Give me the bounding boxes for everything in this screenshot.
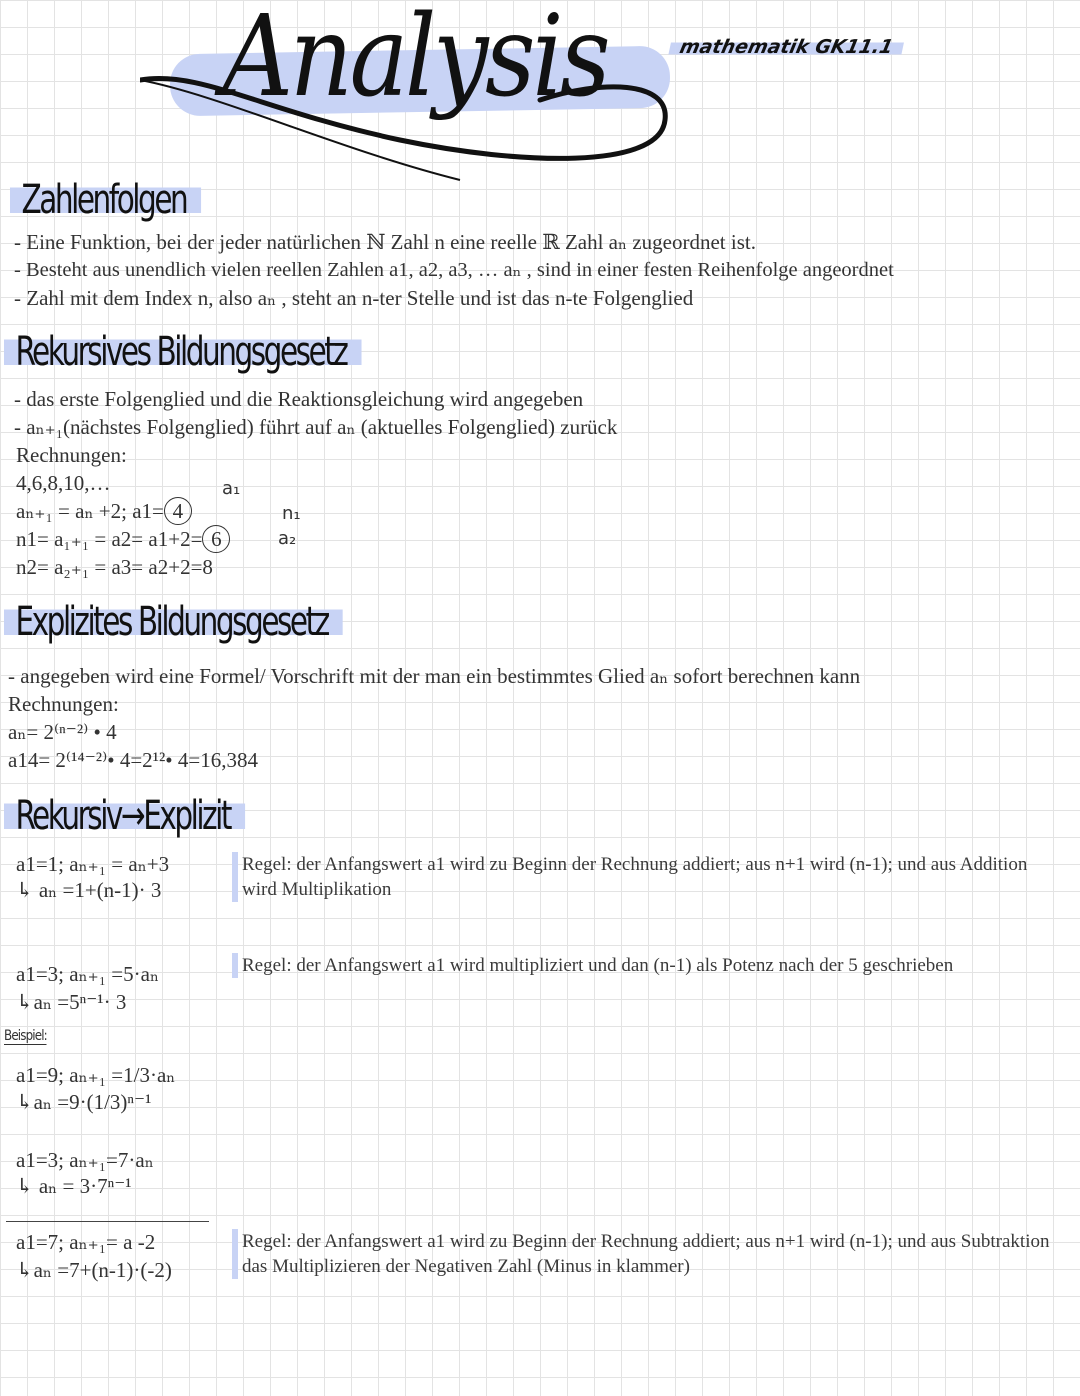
rekursiv-calc-3-text: n1= a₁₊₁ = a2= a1+2= [16, 527, 203, 551]
heading-rekursiv: Rekursives Bildungsgesetz [4, 330, 361, 374]
zahlenfolgen-line-3: - Zahl mit dem Index n, also aₙ , steht an n-ter Stelle und ist das n-te Folgenglied [14, 286, 694, 310]
zahlenfolgen-line-1: - Eine Funktion, bei der jeder natürlichen ℕ Zahl n eine reelle ℝ Zahl aₙ zugeordnet ist. [14, 230, 756, 254]
page-title: Analysis [222, 0, 608, 122]
last-line1: a1=7; aₙ₊₁= a -2 [16, 1230, 156, 1254]
block1-line2: ↳ aₙ =1+(n-1)· 3 [16, 878, 162, 902]
heading-zahlenfolgen: Zahlenfolgen [10, 178, 201, 222]
last-rule: Regel: der Anfangswert a1 wird zu Beginn der Rechnung addiert; aus n+1 wird (n-1); und aus Subtraktion das Multiplizieren der Negativen Zahl (Minus in klammer) [232, 1229, 1052, 1279]
heading-explizit: Explizites Bildungsgesetz [4, 600, 343, 644]
zahlenfolgen-line-2: - Besteht aus unendlich vielen reellen Zahlen a1, a2, a3, … aₙ , sind in einer festen Reihenfolge angeordnet [14, 259, 894, 281]
explizit-example: a14= 2⁽¹⁴⁻²⁾• 4=2¹²• 4=16,384 [8, 748, 258, 772]
last-line2: ↳aₙ =7+(n-1)·(-2) [16, 1258, 172, 1282]
rekursiv-calc-4: n2= a₂₊₁ = a3= a2+2=8 [16, 555, 213, 579]
example2-line1: a1=3; aₙ₊₁=7·aₙ [16, 1148, 154, 1172]
block2-rule: Regel: der Anfangswert a1 wird multipliziert und dan (n-1) als Potenz nach der 5 geschrieben [232, 953, 962, 978]
circle-4: 4 [164, 497, 192, 525]
rekursiv-calc-1: 4,6,8,10,… [16, 471, 111, 495]
beispiel-label: Beispiel: [4, 1028, 47, 1044]
rekursiv-line-2: - aₙ₊₁(nächstes Folgenglied) führt auf aₙ (aktuelles Folgenglied) zurück [14, 415, 618, 439]
annot-a2: a₂ [278, 528, 297, 549]
divider [6, 1221, 209, 1222]
heading-rekursiv-explizit: Rekursiv→Explizit [4, 794, 245, 838]
block1-line1: a1=1; aₙ₊₁ = aₙ+3 [16, 852, 170, 876]
block2-line2: ↳aₙ =5ⁿ⁻¹· 3 [16, 990, 127, 1014]
rekursiv-calc-2 [16, 497, 192, 525]
title-block [140, 0, 680, 190]
page-subtitle: mathematik GK11.1 [668, 36, 905, 58]
explizit-line-1: - angegeben wird eine Formel/ Vorschrift mit der man ein bestimmtes Glied aₙ sofort berechnen kann [8, 664, 861, 688]
explizit-formula: aₙ= 2⁽ⁿ⁻²⁾ • 4 [8, 720, 117, 744]
annot-a1: a₁ [222, 478, 241, 499]
block1-rule: Regel: der Anfangswert a1 wird zu Beginn der Rechnung addiert; aus n+1 wird (n-1); und aus Addition wird Multiplikation [232, 852, 1052, 902]
example1-line1: a1=9; aₙ₊₁ =1/3·aₙ [16, 1063, 176, 1087]
rekursiv-calc-label: Rechnungen: [16, 443, 127, 467]
circle-6: 6 [202, 525, 230, 553]
example1-line2: ↳aₙ =9·(1/3)ⁿ⁻¹ [16, 1090, 152, 1114]
annot-n1: n₁ [282, 503, 301, 524]
rekursiv-line-1: - das erste Folgenglied und die Reaktionsgleichung wird angegeben [14, 387, 584, 411]
rekursiv-calc-2-text: aₙ₊₁ = aₙ +2; a1= [16, 499, 164, 523]
block2-line1: a1=3; aₙ₊₁ =5·aₙ [16, 962, 160, 986]
explizit-calc-label: Rechnungen: [8, 692, 119, 716]
rekursiv-calc-3 [16, 525, 230, 553]
example2-line2: ↳ aₙ = 3·7ⁿ⁻¹ [16, 1174, 132, 1198]
